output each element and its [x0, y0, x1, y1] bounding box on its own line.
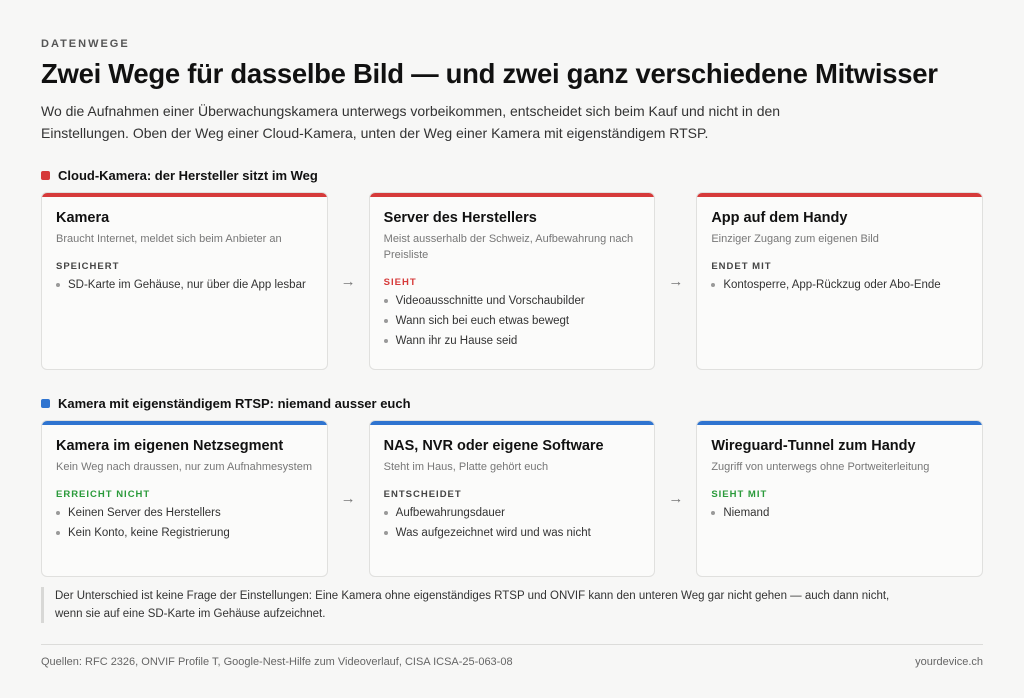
footer-divider: [41, 644, 983, 645]
card-label: ERREICHT NICHT: [56, 489, 151, 500]
card-list: [384, 506, 641, 540]
footer-sources: Quellen: RFC 2326, ONVIF Profile T, Google-Nest-Hilfe zum Videoverlauf, CISA ICSA-25-063-08: [41, 656, 513, 668]
note-callout: Der Unterschied ist keine Frage der Einstellungen: Eine Kamera ohne eigenständiges RTSP und ONVIF kann den unteren Weg gar nicht gehen — auch dann nicht, wenn sie auf eine SD-Karte im Gehäuse aufzeichnet.: [41, 587, 911, 623]
card-subtitle: Kein Weg nach draussen, nur zum Aufnahmesystem: [56, 461, 312, 473]
list-item-text: Wann sich bei euch etwas bewegt: [395, 315, 570, 327]
flow-row-cloud: [41, 192, 983, 370]
card-subtitle: Steht im Haus, Platte gehört euch: [383, 461, 549, 473]
list-item: [711, 278, 968, 292]
card-camera-segment: [41, 420, 328, 577]
card-list: [56, 506, 313, 540]
list-item-text: SD-Karte im Gehäuse, nur über die App lesbar: [68, 279, 306, 291]
intro-text: Wo die Aufnahmen einer Überwachungskamera unterwegs vorbeikommen, entscheidet sich beim Kauf und nicht in den Einstellungen. Oben der Weg einer Cloud-Kamera, unten der Weg einer Kamera mit eigenständigem RTSP.: [41, 103, 781, 141]
card-topbar: [697, 421, 982, 425]
red-square-icon: [41, 171, 50, 180]
bullet-icon: [384, 319, 388, 323]
card-title: NAS, NVR oder eigene Software: [383, 438, 604, 454]
list-item-text: Kontosperre, App-Rückzug oder Abo-Ende: [723, 279, 941, 291]
card-nas-nvr: [369, 420, 656, 577]
arrow-right-icon: →: [668, 272, 684, 290]
card-wireguard: [696, 420, 983, 577]
card-list: [711, 278, 968, 292]
bullet-icon: [56, 531, 60, 535]
list-item-text: Aufbewahrungsdauer: [395, 507, 505, 519]
arrow-right-icon: →: [340, 272, 356, 290]
flow-row-rtsp: [41, 420, 983, 577]
bullet-icon: [384, 531, 388, 535]
list-item: [56, 526, 313, 540]
card-title: Kamera im eigenen Netzsegment: [56, 438, 284, 454]
card-label: SIEHT: [383, 277, 417, 288]
list-item-text: Wann ihr zu Hause seid: [395, 335, 518, 347]
card-vendor-server: [369, 192, 656, 370]
card-topbar: [42, 193, 327, 197]
card-title: App auf dem Handy: [711, 210, 848, 226]
bullet-icon: [384, 339, 388, 343]
list-item-text: Videoausschnitte und Vorschaubilder: [395, 295, 585, 307]
eyebrow: DATENWEGE: [41, 38, 130, 50]
card-label: ENDET MIT: [711, 261, 772, 272]
bullet-icon: [384, 511, 388, 515]
footer-site: yourdevice.ch: [915, 656, 983, 668]
bullet-icon: [711, 511, 715, 515]
arrow-right-icon: →: [340, 490, 356, 507]
card-label: SPEICHERT: [56, 261, 120, 272]
list-item-text: Niemand: [723, 507, 770, 519]
card-title: Kamera: [56, 210, 110, 226]
list-item: [384, 334, 641, 348]
list-item: [384, 294, 641, 308]
section-heading-cloud: [41, 168, 318, 183]
section-heading-rtsp: [41, 396, 411, 411]
page: [41, 0, 983, 698]
list-item: [56, 506, 313, 520]
card-title: Server des Herstellers: [383, 210, 537, 226]
list-item-text: Kein Konto, keine Registrierung: [68, 527, 230, 539]
card-subtitle: Zugriff von unterwegs ohne Portweiterleitung: [711, 461, 930, 473]
list-item: [56, 278, 313, 292]
card-topbar: [370, 421, 655, 425]
card-subtitle: Braucht Internet, meldet sich beim Anbieter an: [56, 233, 282, 245]
arrow-right-icon: →: [668, 490, 684, 507]
list-item: [384, 314, 641, 328]
card-label: SIEHT MIT: [711, 489, 768, 500]
card-topbar: [697, 193, 982, 197]
list-item: [384, 506, 641, 520]
card-phone-app: [696, 192, 983, 370]
card-label: ENTSCHEIDET: [383, 489, 462, 500]
list-item: [711, 506, 968, 520]
bullet-icon: [56, 511, 60, 515]
section-heading-label: Cloud-Kamera: der Hersteller sitzt im Weg: [58, 168, 318, 183]
list-item-text: Was aufgezeichnet wird und was nicht: [395, 527, 591, 539]
card-title: Wireguard-Tunnel zum Handy: [711, 438, 916, 454]
section-heading-label: Kamera mit eigenständigem RTSP: niemand ausser euch: [58, 396, 411, 411]
list-item: [384, 526, 641, 540]
card-topbar: [42, 421, 327, 425]
page-title: Zwei Wege für dasselbe Bild — und zwei ganz verschiedene Mitwisser: [41, 58, 938, 89]
card-subtitle: Meist ausserhalb der Schweiz, Aufbewahrung nach Preisliste: [383, 233, 634, 261]
card-list: [384, 294, 641, 348]
card-subtitle: Einziger Zugang zum eigenen Bild: [711, 233, 879, 245]
list-item-text: Keinen Server des Herstellers: [68, 507, 221, 519]
bullet-icon: [56, 283, 60, 287]
bullet-icon: [711, 283, 715, 287]
card-camera: [41, 192, 328, 370]
bullet-icon: [384, 299, 388, 303]
blue-square-icon: [41, 399, 50, 408]
card-topbar: [370, 193, 655, 197]
card-list: [711, 506, 968, 520]
card-list: [56, 278, 313, 292]
